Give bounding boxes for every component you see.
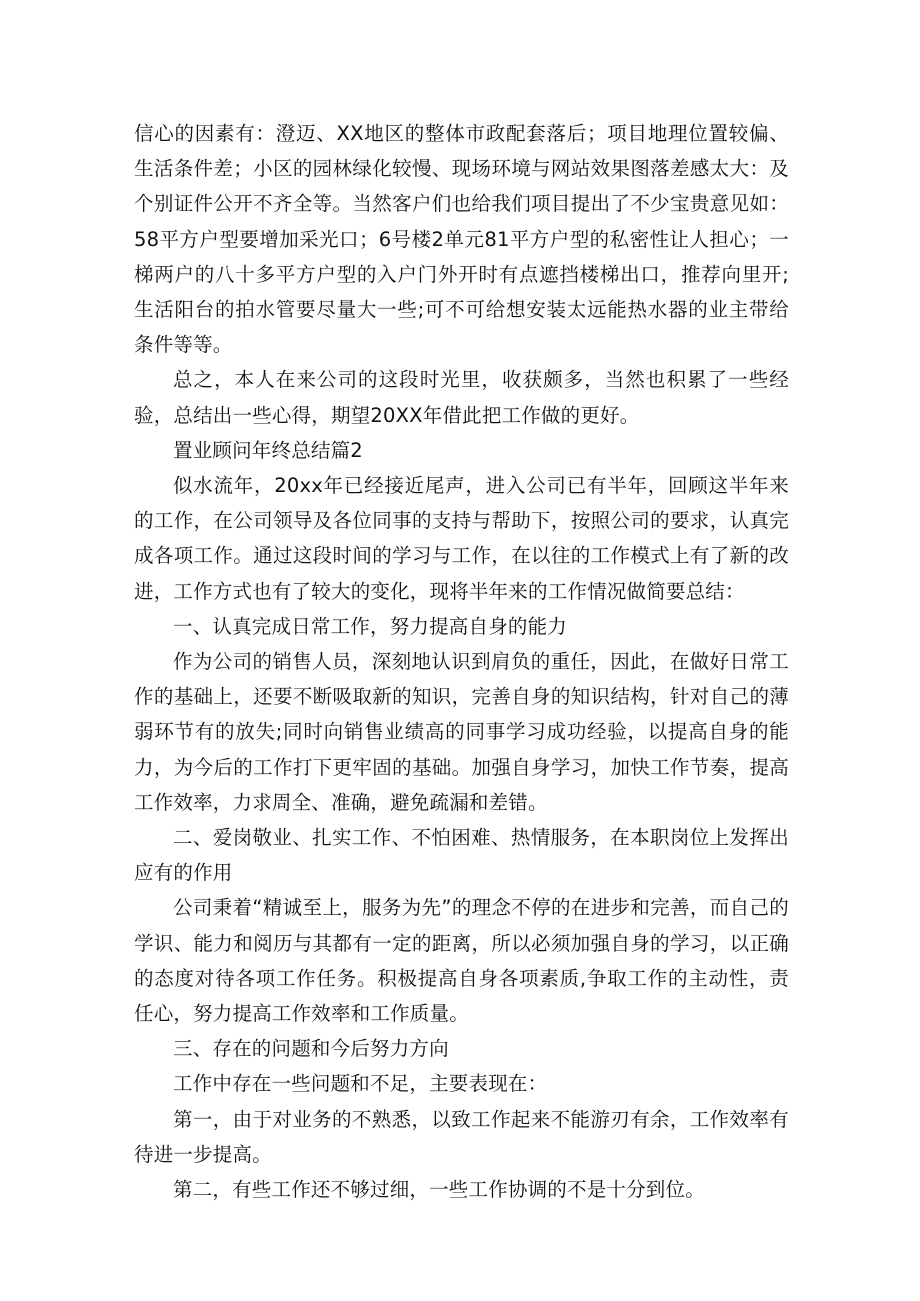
paragraph-problems-intro: 工作中存在一些问题和不足，主要表现在： [173, 1072, 548, 1096]
heading-three: 三、存在的问题和今后努力方向 [173, 1037, 449, 1061]
paragraph-company-philosophy: 公司秉着“精诚至上，服务为先”的理念不停的在进步和完善，而自己的学识、能力和阅历与其都有一定的距离，所以必须加强自身的学习，以正确的态度对待各项工作任务。积极提高自身各项素质,争取工作的主动性，责任心，努力提高工作效率和工作质量。 [134, 896, 789, 1026]
paragraph-intro: 似水流年，20xx年已经接近尾声，进入公司已有半年，回顾这半年来的工作，在公司领导及各位同事的支持与帮助下，按照公司的要求，认真完成各项工作。通过这段时间的学习与工作，在以往的工作模式上有了新的改进，工作方式也有了较大的变化，现将半年来的工作情况做简要总结： [134, 474, 789, 603]
paragraph-daily-work: 作为公司的销售人员，深刻地认识到肩负的重任，因此，在做好日常工作的基础上，还要不断吸取新的知识，完善自身的知识结构，针对自己的薄弱环节有的放失;同时向销售业绩高的同事学习成功经验，以提高自身的能力，为今后的工作打下更牢固的基础。加强自身学习，加快工作节奏，提高工作效率，力求周全、准确，避免疏漏和差错。 [134, 650, 789, 814]
section-title: 置业顾问年终总结篇2 [173, 438, 363, 462]
paragraph-summary-conclusion: 总之，本人在来公司的这段时光里，收获颇多，当然也积累了一些经验，总结出一些心得，期望20XX年借此把工作做的更好。 [134, 368, 789, 427]
heading-one: 一、认真完成日常工作，努力提高自身的能力 [173, 614, 568, 638]
document-body [134, 116, 789, 1207]
heading-two: 二、爱岗敬业、扎实工作、不怕困难、热情服务，在本职岗位上发挥出应有的作用 [134, 826, 789, 885]
paragraph-continued-factors: 信心的因素有：澄迈、XX地区的整体市政配套落后；项目地理位置较偏、生活条件差；小区的园林绿化较慢、现场环境与网站效果图落差感太大：及个别证件公开不齐全等。当然客户们也给我们项目提出了不少宝贵意见如：58平方户型要增加采光口；6号楼2单元81平方户型的私密性让人担心；一梯两户的八十多平方户型的入户门外开时有点遮挡楼梯出口，推荐向里开;生活阳台的拍水管要尽量大一些;可不可给想安装太远能热水器的业主带给条件等等。 [134, 122, 789, 357]
paragraph-problem-one: 第一，由于对业务的不熟悉，以致工作起来不能游刃有余，工作效率有待进一步提高。 [134, 1107, 789, 1166]
paragraph-problem-two: 第二，有些工作还不够过细，一些工作协调的不是十分到位。 [173, 1178, 705, 1202]
